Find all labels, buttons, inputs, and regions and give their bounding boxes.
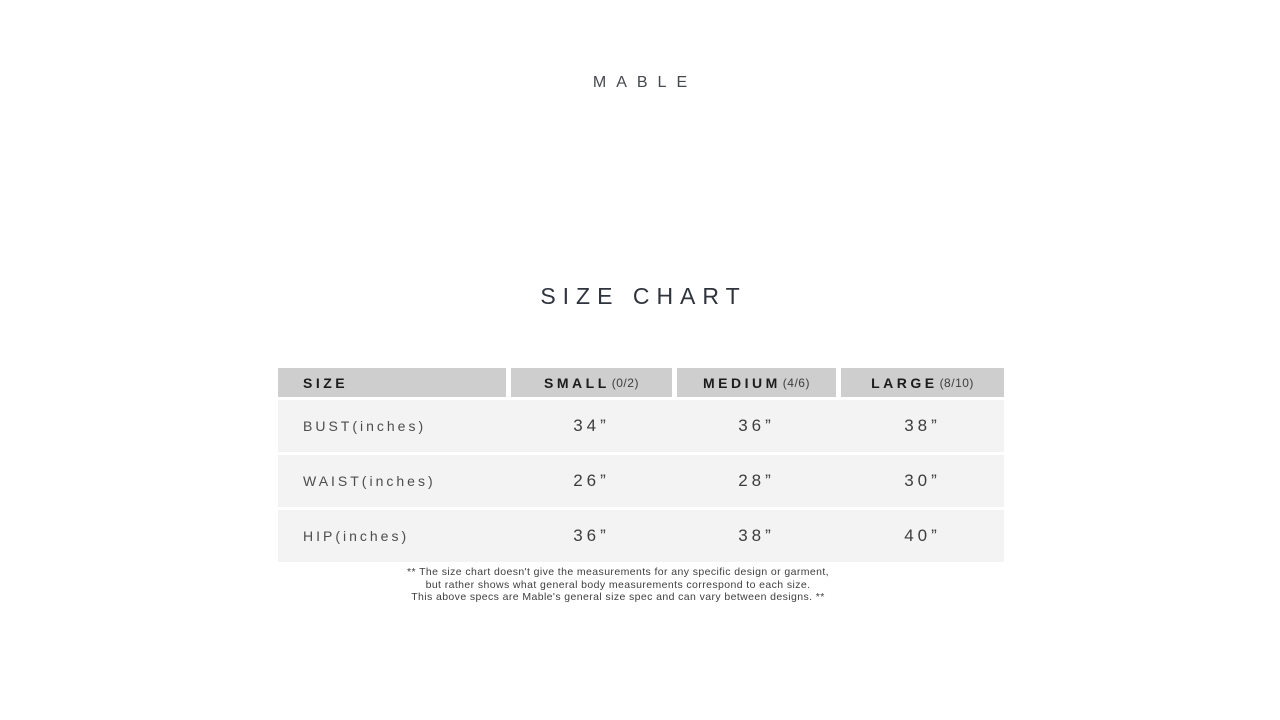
cell-value: 26” <box>573 471 610 490</box>
row-label: WAIST(inches) <box>303 473 436 489</box>
table-row-bust <box>278 400 1004 452</box>
table-row-waist <box>278 455 1004 507</box>
header-label: LARGE <box>871 374 938 391</box>
row-label: HIP(inches) <box>303 528 410 544</box>
cell-value: 34” <box>573 416 610 435</box>
size-chart-disclaimer <box>255 566 981 604</box>
disclaimer-line: This above specs are Mable's general size spec and can vary between designs. ** <box>411 591 825 603</box>
header-cell-size <box>278 368 506 397</box>
header-cell-small <box>511 368 672 397</box>
cell-value: 38” <box>904 416 941 435</box>
cell-value: 38” <box>738 526 775 545</box>
table-row-hip <box>278 510 1004 562</box>
header-cell-medium <box>677 368 836 397</box>
header-sublabel: (4/6) <box>782 375 810 390</box>
header-cell-large <box>841 368 1004 397</box>
cell-value: 28” <box>738 471 775 490</box>
size-chart-table <box>278 368 1004 562</box>
cell-value: 36” <box>573 526 610 545</box>
cell-value: 40” <box>904 526 941 545</box>
table-header-row <box>278 368 1004 397</box>
cell-value: 30” <box>904 471 941 490</box>
disclaimer-line: but rather shows what general body measurements correspond to each size. <box>425 578 811 591</box>
row-label: BUST(inches) <box>303 418 427 434</box>
header-label: SIZE <box>303 374 349 391</box>
header-sublabel: (0/2) <box>611 375 639 390</box>
header-label: MEDIUM <box>703 374 781 391</box>
cell-value: 36” <box>738 416 775 435</box>
disclaimer-line: ** The size chart doesn't give the measurements for any specific design or garment, <box>407 566 829 578</box>
header-sublabel: (8/10) <box>939 375 974 390</box>
brand-logo[interactable]: MABLE <box>592 74 698 91</box>
header-label: SMALL <box>544 374 610 391</box>
page-title: SIZE CHART <box>540 283 747 309</box>
